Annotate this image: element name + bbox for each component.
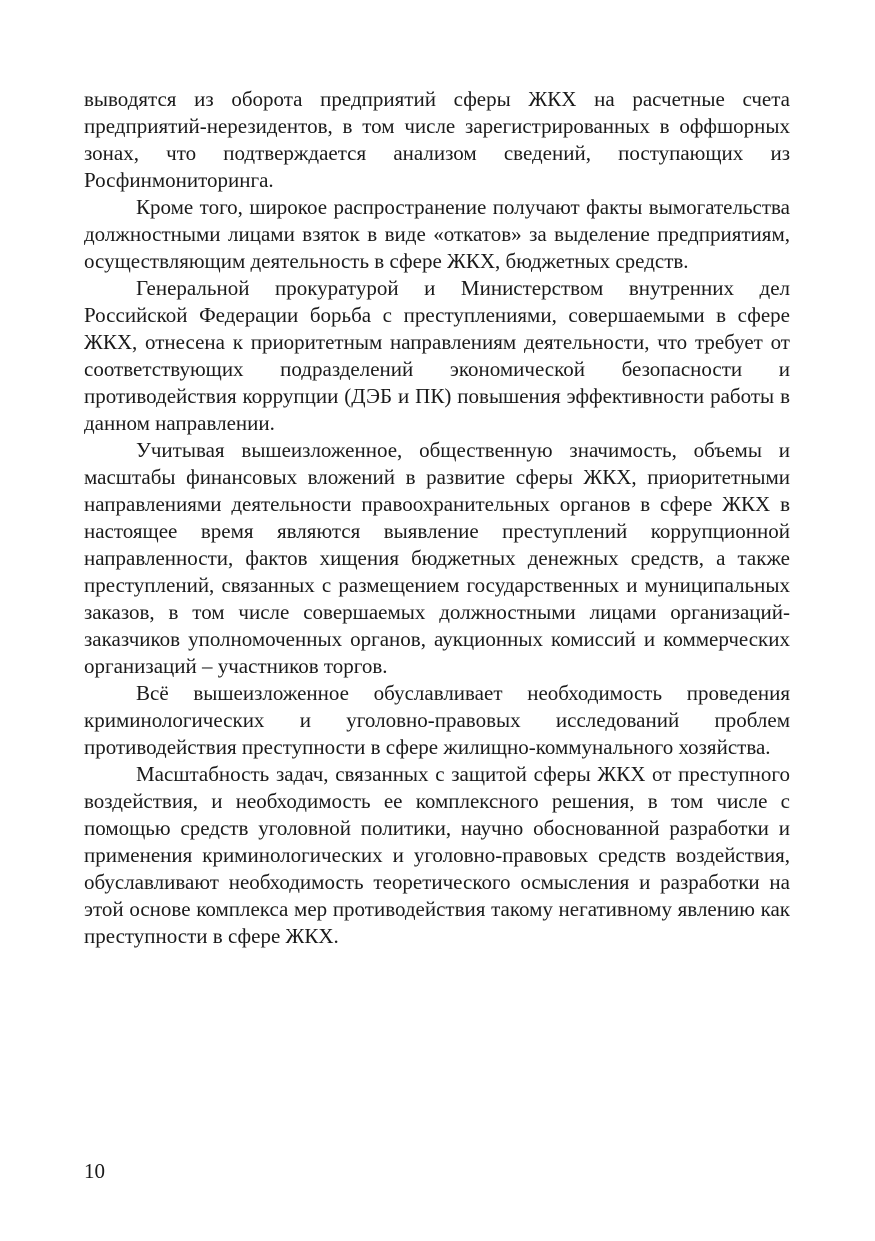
paragraph-conclusion: Масштабность задач, связанных с защитой сферы ЖКХ от преступного воздействия, и необходимость ее комплексного решения, в том числе с помощью средств уголовной политики, научно обоснованной разработки и применения криминологических и уголовно-правовых средств воздействия, обуславливают необходимость теоретического осмысления и разработки на этой основе комплекса мер противодействия такому негативному явлению как преступности в сфере ЖКХ. [84,762,790,948]
paragraph-prosecution: Генеральной прокуратурой и Министерством внутренних дел Российской Федерации борьба с преступлениями, совершаемыми в сфере ЖКХ, отнесена к приоритетным направлениям деятельности, что требует от соответствующих подразделений экономической безопасности и противодействия коррупции (ДЭБ и ПК) повышения эффективности работы в данном направлении. [84,276,790,435]
page-body [84,86,790,950]
page-number: 10 [84,1159,105,1183]
paragraph-priorities: Учитывая вышеизложенное, общественную значимость, объемы и масштабы финансовых вложений в развитие сферы ЖКХ, приоритетными направлениями деятельности правоохранительных органов в сфере ЖКХ в настоящее время являются выявление преступлений коррупционной направленности, фактов хищения бюджетных денежных средств, а также преступлений, связанных с размещением государственных и муниципальных заказов, в том числе совершаемых должностными лицами организаций-заказчиков уполномоченных органов, аукционных комиссий и коммерческих организаций – участников торгов. [84,438,790,678]
paragraph-extortion: Кроме того, широкое распространение получают факты вымогательства должностными лицами взяток в виде «откатов» за выделение предприятиям, осуществляющим деятельность в сфере ЖКХ, бюджетных средств. [84,195,790,273]
paragraph-research-need: Всё вышеизложенное обуславливает необходимость проведения криминологических и уголовно-правовых исследований проблем противодействия преступности в сфере жилищно-коммунального хозяйства. [84,681,790,759]
paragraph-continuation: выводятся из оборота предприятий сферы ЖКХ на расчетные счета предприятий-нерезидентов, в том числе зарегистрированных в оффшорных зонах, что подтверждается анализом сведений, поступающих из Росфинмониторинга. [84,87,790,192]
